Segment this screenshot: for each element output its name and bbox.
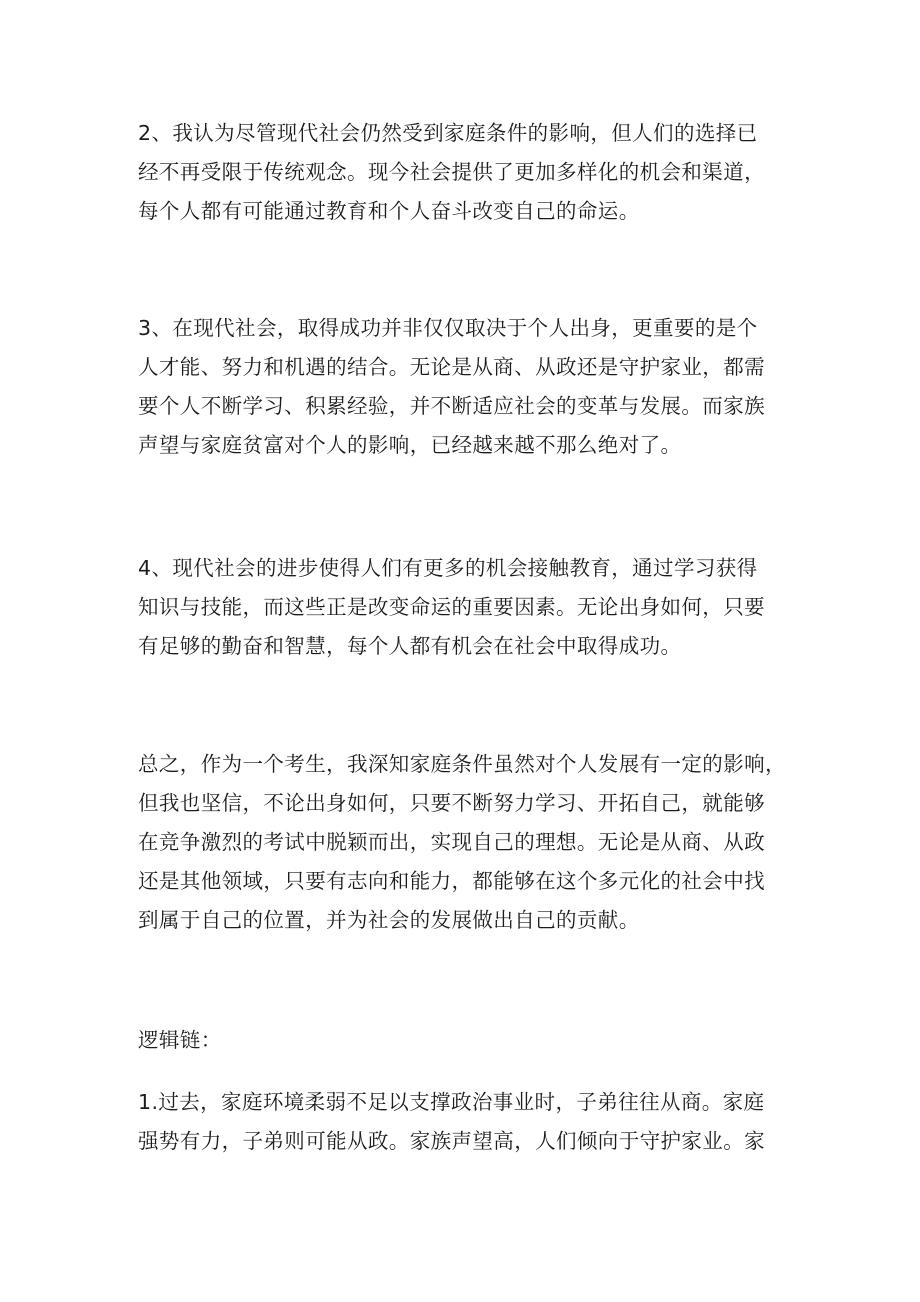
- text-line: 1.过去，家庭环境柔弱不足以支撑政治事业时，子弟往往从商。家庭: [138, 1090, 765, 1114]
- text-line: 逻辑链：: [138, 1028, 222, 1052]
- text-line: 要个人不断学习、积累经验，并不断适应社会的变革与发展。而家族: [138, 394, 765, 418]
- text-line: 人才能、努力和机遇的结合。无论是从商、从政还是守护家业，都需: [138, 355, 765, 379]
- paragraph-point-2: [138, 114, 798, 231]
- text-line: 在竞争激烈的考试中脱颖而出，实现自己的理想。无论是从商、从政: [138, 830, 765, 854]
- text-line: 3、在现代社会，取得成功并非仅仅取决于个人出身，更重要的是个: [138, 316, 758, 340]
- text-line: 到属于自己的位置，并为社会的发展做出自己的贡献。: [138, 908, 640, 932]
- text-line: 强势有力，子弟则可能从政。家族声望高，人们倾向于守护家业。家: [138, 1129, 765, 1153]
- paragraph-conclusion: [138, 745, 798, 940]
- text-line: 每个人都有可能通过教育和个人奋斗改变自己的命运。: [138, 199, 640, 223]
- text-line: 知识与技能，而这些正是改变命运的重要因素。无论出身如何，只要: [138, 595, 765, 619]
- paragraph-point-3: [138, 309, 798, 465]
- text-line: 但我也坚信，不论出身如何，只要不断努力学习、开拓自己，就能够: [138, 791, 765, 815]
- logic-chain-heading: [138, 1021, 798, 1060]
- text-line: 4、现代社会的进步使得人们有更多的机会接触教育，通过学习获得: [138, 556, 758, 580]
- text-line: 总之，作为一个考生，我深知家庭条件虽然对个人发展有一定的影响，: [138, 752, 786, 776]
- text-line: 有足够的勤奋和智慧，每个人都有机会在社会中取得成功。: [138, 634, 682, 658]
- paragraph-point-4: [138, 549, 798, 666]
- logic-chain-item-1: [138, 1083, 798, 1161]
- text-line: 声望与家庭贫富对个人的影响，已经越来越不那么绝对了。: [138, 433, 682, 457]
- text-line: 2、我认为尽管现代社会仍然受到家庭条件的影响，但人们的选择已: [138, 121, 758, 145]
- text-line: 经不再受限于传统观念。现今社会提供了更加多样化的机会和渠道，: [138, 160, 765, 184]
- text-line: 还是其他领域，只要有志向和能力，都能够在这个多元化的社会中找: [138, 869, 765, 893]
